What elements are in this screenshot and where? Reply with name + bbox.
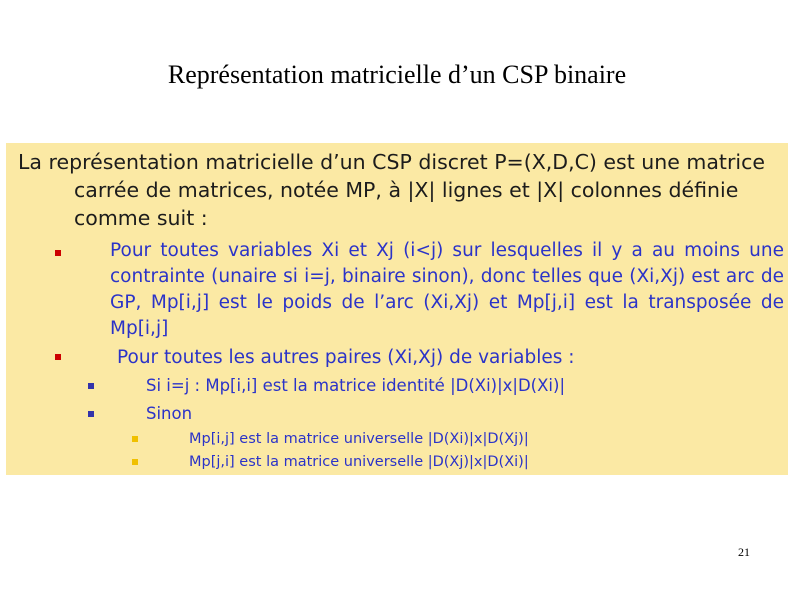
subsublist-item-ji: Mp[j,i] est la matrice universelle |D(Xj)|x|D(Xi)| <box>189 454 529 470</box>
bullet-square-red <box>55 250 61 256</box>
sublist-item-identity: Si i=j : Mp[i,i] est la matrice identité |D(Xi)|x|D(Xi)| <box>146 376 566 395</box>
bullet-square-red <box>55 354 61 360</box>
list-item-arcs: Pour toutes variables Xi et Xj (i<j) sur lesquelles il y a au moins une contrainte (unaire si i=j, binaire sinon), donc telles que (Xi,Xj) est arc de GP, Mp[i,j] est le poids de l’arc (Xi,Xj) et Mp[j,i] est la transposée de Mp[i,j] <box>110 240 784 339</box>
content-panel <box>6 143 788 475</box>
bullet-square-blue <box>88 383 94 389</box>
intro-paragraph: La représentation matricielle d’un CSP discret P=(X,D,C) est une matrice carrée de matrices, notée MP, à |X| lignes et |X| colonnes définie comme suit : <box>18 150 765 230</box>
bullet-square-yellow <box>132 436 138 442</box>
list-item-other-pairs: Pour toutes les autres paires (Xi,Xj) de variables : <box>117 347 575 368</box>
subsublist-item-ij: Mp[i,j] est la matrice universelle |D(Xi)|x|D(Xj)| <box>189 431 529 447</box>
page-number: 21 <box>738 545 750 559</box>
bullet-square-yellow <box>132 459 138 465</box>
slide-title: Représentation matricielle d’un CSP binaire <box>167 60 627 89</box>
bullet-square-blue <box>88 411 94 417</box>
sublist-item-sinon: Sinon <box>146 404 193 423</box>
